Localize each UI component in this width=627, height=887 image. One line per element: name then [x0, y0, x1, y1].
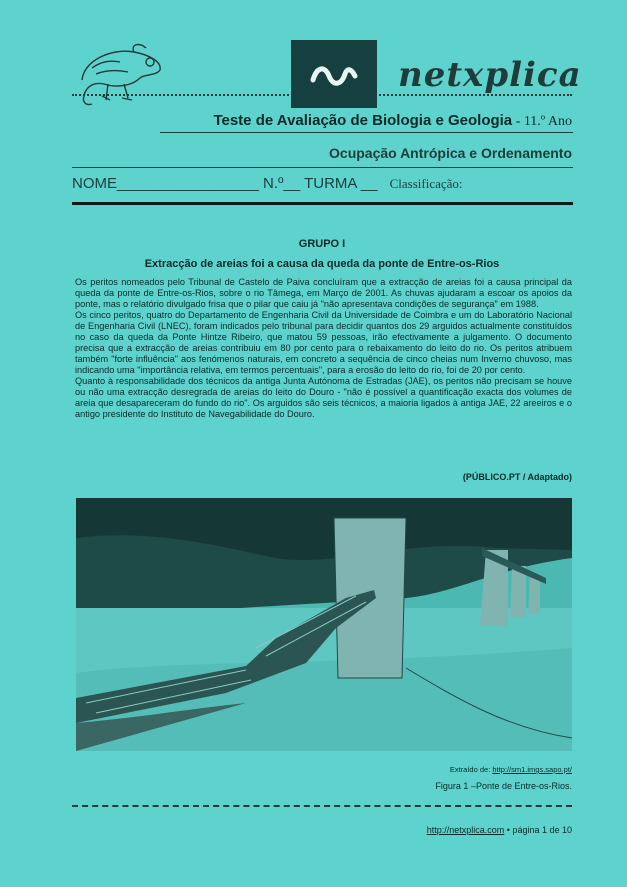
subtitle-rule: [72, 167, 573, 168]
test-title-text: Teste de Avaliação de Biologia e Geologia: [213, 112, 513, 129]
test-subtitle: Ocupação Antrópica e Ordenamento: [329, 145, 572, 161]
article-paragraph: Os peritos nomeados pelo Tribunal de Castelo de Paiva concluíram que a extracção de areias foi a causa principal da queda da ponte de Entre-os-Rios, sobre o rio Tâmega, em Março de 2001. As chuvas ajudaram a escoar os apoios da ponte, mas o relatório divulgado frisa que o pilar que caiu já "não apresentava condições de segurança" em 1988.: [75, 277, 572, 309]
bridge-photo: [76, 498, 572, 751]
brand-wordmark: netxplica: [398, 55, 582, 95]
title-rule: [160, 132, 573, 133]
article-headline: Extracção de areias foi a causa da queda da ponte de Entre-os-Rios: [144, 258, 500, 270]
header-thick-rule: [72, 202, 573, 205]
article-body: [75, 277, 572, 420]
group-heading: GRUPO I: [298, 238, 346, 250]
image-credit-link[interactable]: http://sm1.imgs.sapo.pt/: [492, 765, 572, 774]
grade-label: Classificação:: [389, 176, 463, 191]
netxplica-logo-icon: [291, 40, 377, 108]
article-source: (PÚBLICO.PT / Adaptado): [462, 472, 572, 482]
test-title: [72, 112, 572, 130]
class-field[interactable]: TURMA __: [304, 175, 378, 192]
article-paragraph: Os cinco peritos, quatro do Departamento de Engenharia Civil da Universidade de Coimbra e um do Laboratório Nacional de Engenharia Civil (LNEC), foram indicados pelo tribunal para decidir quantos dos 29 arguidos actualmente constituídos no caso da queda da Ponte Hintze Ribeiro, que matou 59 pessoas, irão efectivamente a julgamento. O documento precisa que a extracção de areias contribuiu em 80 por cento para o rebaixamento do leito do rio. Os peritos atribuem também "forte influência" aos fenómenos naturais, em concreto a sequência de cinco cheias num Inverno chuvoso, mas indicando uma "importância relativa, em termos percentuais", para a erosão do leito do rio, foi de 20 por cento.: [75, 310, 572, 375]
footer-link[interactable]: http://netxplica.com: [426, 825, 505, 835]
number-field[interactable]: N.º__: [263, 175, 301, 192]
student-form: [72, 175, 463, 192]
chameleon-logo: [72, 40, 167, 108]
image-credit: [72, 765, 572, 774]
page-number: • página 1 de 10: [504, 825, 572, 835]
footer-dashed-rule: [72, 805, 572, 807]
page-footer: [72, 825, 572, 835]
article-paragraph: Quanto à responsabilidade dos técnicos da antiga Junta Autónoma de Estradas (JAE), os peritos não precisam se houve ou não uma extracção desregrada de areias do leito do Douro - "não é possível a quantificação exacta dos volumes de areia que desapareceram do fundo do rio". Os arguidos são seis técnicos, a maioria ligados à antiga JAE, 22 areeiros e o antigo presidente do Instituto de Navegabilidade do Douro.: [75, 376, 572, 419]
image-credit-label: Extraído de:: [449, 765, 493, 774]
year-separator: -: [512, 114, 524, 129]
figure-caption: Figura 1 –Ponte de Entre-os-Rios.: [435, 781, 572, 791]
school-year: 11.º Ano: [523, 114, 572, 129]
name-field[interactable]: NOME_________________: [72, 175, 259, 192]
